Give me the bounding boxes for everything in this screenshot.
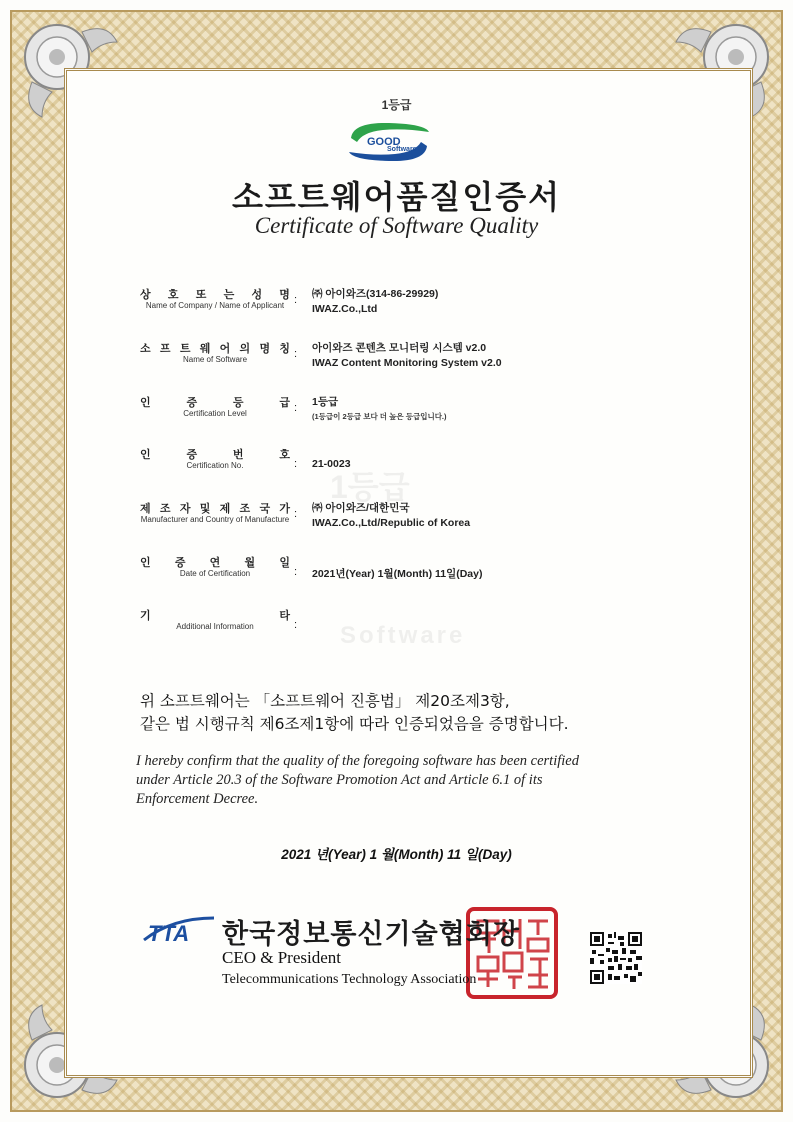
title-korean: 소프트웨어품질인증서	[231, 178, 562, 216]
statement-english-line: Enforcement Decree.	[136, 791, 259, 807]
statement-english-line: under Article 20.3 of the Software Promotion Act and Article 6.1 of its	[136, 772, 543, 788]
field-label-en: Name of Company / Name of Applicant	[145, 301, 285, 310]
qr-code-icon[interactable]	[590, 932, 642, 984]
logo-software-text: Software	[387, 146, 417, 153]
field-value: 아이와즈 콘텐츠 모니터링 시스템 v2.0	[312, 342, 487, 354]
issuer-title: CEO & President	[222, 948, 341, 967]
field-value: 21-0023	[312, 458, 351, 470]
statement-english-line: I hereby confirm that the quality of the foregoing software has been certified	[136, 753, 579, 769]
field-label-ko: 인 증 연 월 일	[140, 557, 290, 569]
field-label-en: Manufacturer and Country of Manufacture	[140, 515, 290, 524]
field-label-ko: 소 프 트 웨 어 의 명 칭	[140, 343, 290, 355]
field-label-ko: 제 조 자 및 제 조 국 가	[140, 503, 290, 515]
field-label-ko: 기 타	[140, 610, 290, 622]
issuer-name-english: Telecommunications Technology Association	[222, 972, 477, 987]
field-value: IWAZ.Co.,Ltd/Republic of Korea	[312, 517, 471, 529]
field-note: (1등급이 2등급 보다 더 높은 등급입니다.)	[312, 412, 447, 421]
field-label-en: Name of Software	[182, 355, 248, 364]
field-label-en: Date of Certification	[179, 569, 251, 578]
statement-english	[136, 752, 656, 809]
statement-korean	[140, 690, 660, 736]
field-value: ㈜ 아이와즈(314-86-29929)	[312, 288, 439, 300]
field-label-ko: 상 호 또 는 성 명	[140, 289, 290, 301]
watermark-software: Software	[340, 622, 466, 649]
good-software-logo-icon	[343, 118, 435, 166]
field-label-en: Additional Information	[176, 622, 254, 631]
grade-header: 1등급	[381, 98, 412, 112]
title-english: Certificate of Software Quality	[254, 213, 539, 238]
tta-logo-icon	[142, 914, 216, 946]
field-value: 1등급	[312, 396, 339, 408]
statement-korean-line: 같은 법 시행규칙 제6조제1항에 따라 인증되었음을 증명합니다.	[140, 715, 569, 733]
tta-logo-text: TTA	[148, 921, 190, 946]
issue-date: 2021 년(Year) 1 월(Month) 11 일(Day)	[281, 847, 512, 862]
field-value: IWAZ Content Monitoring System v2.0	[312, 357, 502, 369]
field-label-ko: 인 증 등 급	[140, 397, 290, 409]
field-value: 2021년(Year) 1월(Month) 11일(Day)	[312, 568, 483, 580]
field-value: ㈜ 아이와즈/대한민국	[312, 502, 410, 514]
field-label-ko: 인 증 번 호	[140, 449, 290, 461]
field-label-en: Certification Level	[183, 409, 247, 418]
statement-korean-line: 위 소프트웨어는 「소프트웨어 진흥법」 제20조제3항,	[140, 692, 510, 710]
logo-good-text: GOOD	[367, 136, 401, 148]
field-label-en: Certification No.	[186, 461, 244, 470]
field-value: IWAZ.Co.,Ltd	[312, 303, 378, 315]
issuer-name-korean: 한국정보통신기술협회장	[222, 919, 520, 950]
watermark-grade: 1등급	[330, 469, 410, 505]
